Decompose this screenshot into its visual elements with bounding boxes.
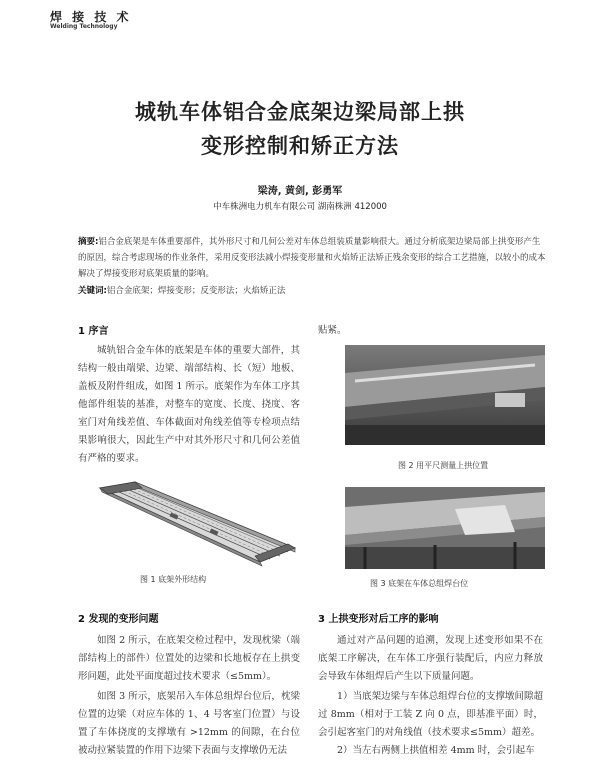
section1-heading: 1 序言 [78,326,109,337]
section3-item1: 1）当底架边梁与车体总组焊台位的支撑墩间隙超过 8mm（相对于工装 Z 向 0 点，即基准平面）时，会引起客室门的对角线值（技术要求≤5mm）超差。 [318,691,543,738]
journal-title: 焊 接 技 术 [50,10,132,24]
figure3-image [345,487,545,569]
figure1-image [90,470,300,570]
section2-paragraph1: 如图 2 所示，在底架交检过程中，发现枕梁（端部结构上的部件）位置处的边梁和长地板存在上拱变形问题，此处平面度超过技术要求（≤5mm）。 [78,635,300,682]
keywords [78,284,548,296]
affiliation: 中车株洲电力机车有限公司 湖南株洲 412000 [213,202,387,212]
paper-title-line1: 城轨车体铝合金底架边梁局部上拱 [135,100,465,124]
section2-paragraph2: 如图 3 所示，底架吊入车体总组焊台位后，枕梁位置的边梁（对应车体的 1、4 号客室门位置）与设置了车体挠度的支撑墩有 >12mm 的间隙，在台位被动拉紧装置的作用下边梁下表面与支撑墩仍无法 [78,691,300,756]
figure1-caption: 图 1 底架外形结构 [140,575,207,584]
journal-subtitle: Welding Technology [50,23,118,30]
section3-paragraph1: 通过对产品问题的追溯，发现上述变形如果不在底架工序解决，在车体工序强行装配后，内应力释放会导致车体组焊后产生以下质量问题。 [318,635,543,682]
figure3-caption: 图 3 底架在车体总组焊台位 [370,579,469,588]
figure2-image [345,345,545,445]
section3-item2: 2）当左右两侧上拱值相差 4mm 时，会引起车 [337,745,535,756]
paper-title-line2: 变形控制和矫正方法 [201,134,399,158]
section2-heading: 2 发现的变形问题 [78,614,159,625]
keywords-label: 关键词: [78,286,107,296]
section3-heading: 3 上拱变形对后工序的影响 [318,614,439,625]
abstract [78,234,548,282]
abstract-text: 铝合金底架是车体重要部件，其外形尺寸和几何公差对车体总组装质量影响很大。通过分析底架边梁局部上拱变形产生的原因，综合考虑现场的作业条件，采用反变形法减小焊接变形量和火焰矫正法矫正残余变形的综合工艺措施，以较小的成本解决了焊接变形对底架质量的影响。 [78,237,546,279]
section1-paragraph: 城轨铝合金车体的底架是车体的重要大部件，其结构一般由端梁、边梁、端部结构、长（短）地板、盖板及附件组成，如图 1 所示。底架作为车体工序其他部件组装的基准，对整车的宽度、长度、挠度、客室门对角线差值、车体截面对角线差值等专检项点结果影响很大，因此生产中对其外形尺寸和几何公差值有严格的要求。 [78,345,300,464]
keywords-text: 铝合金底架；焊接变形；反变形法；火焰矫正法 [106,286,286,296]
authors: 梁涛, 黄剑, 彭勇军 [257,186,343,197]
figure2-caption: 图 2 用平尺测量上拱位置 [398,461,489,470]
abstract-label: 摘要: [78,237,99,247]
continuation-text: 贴紧。 [318,325,347,336]
